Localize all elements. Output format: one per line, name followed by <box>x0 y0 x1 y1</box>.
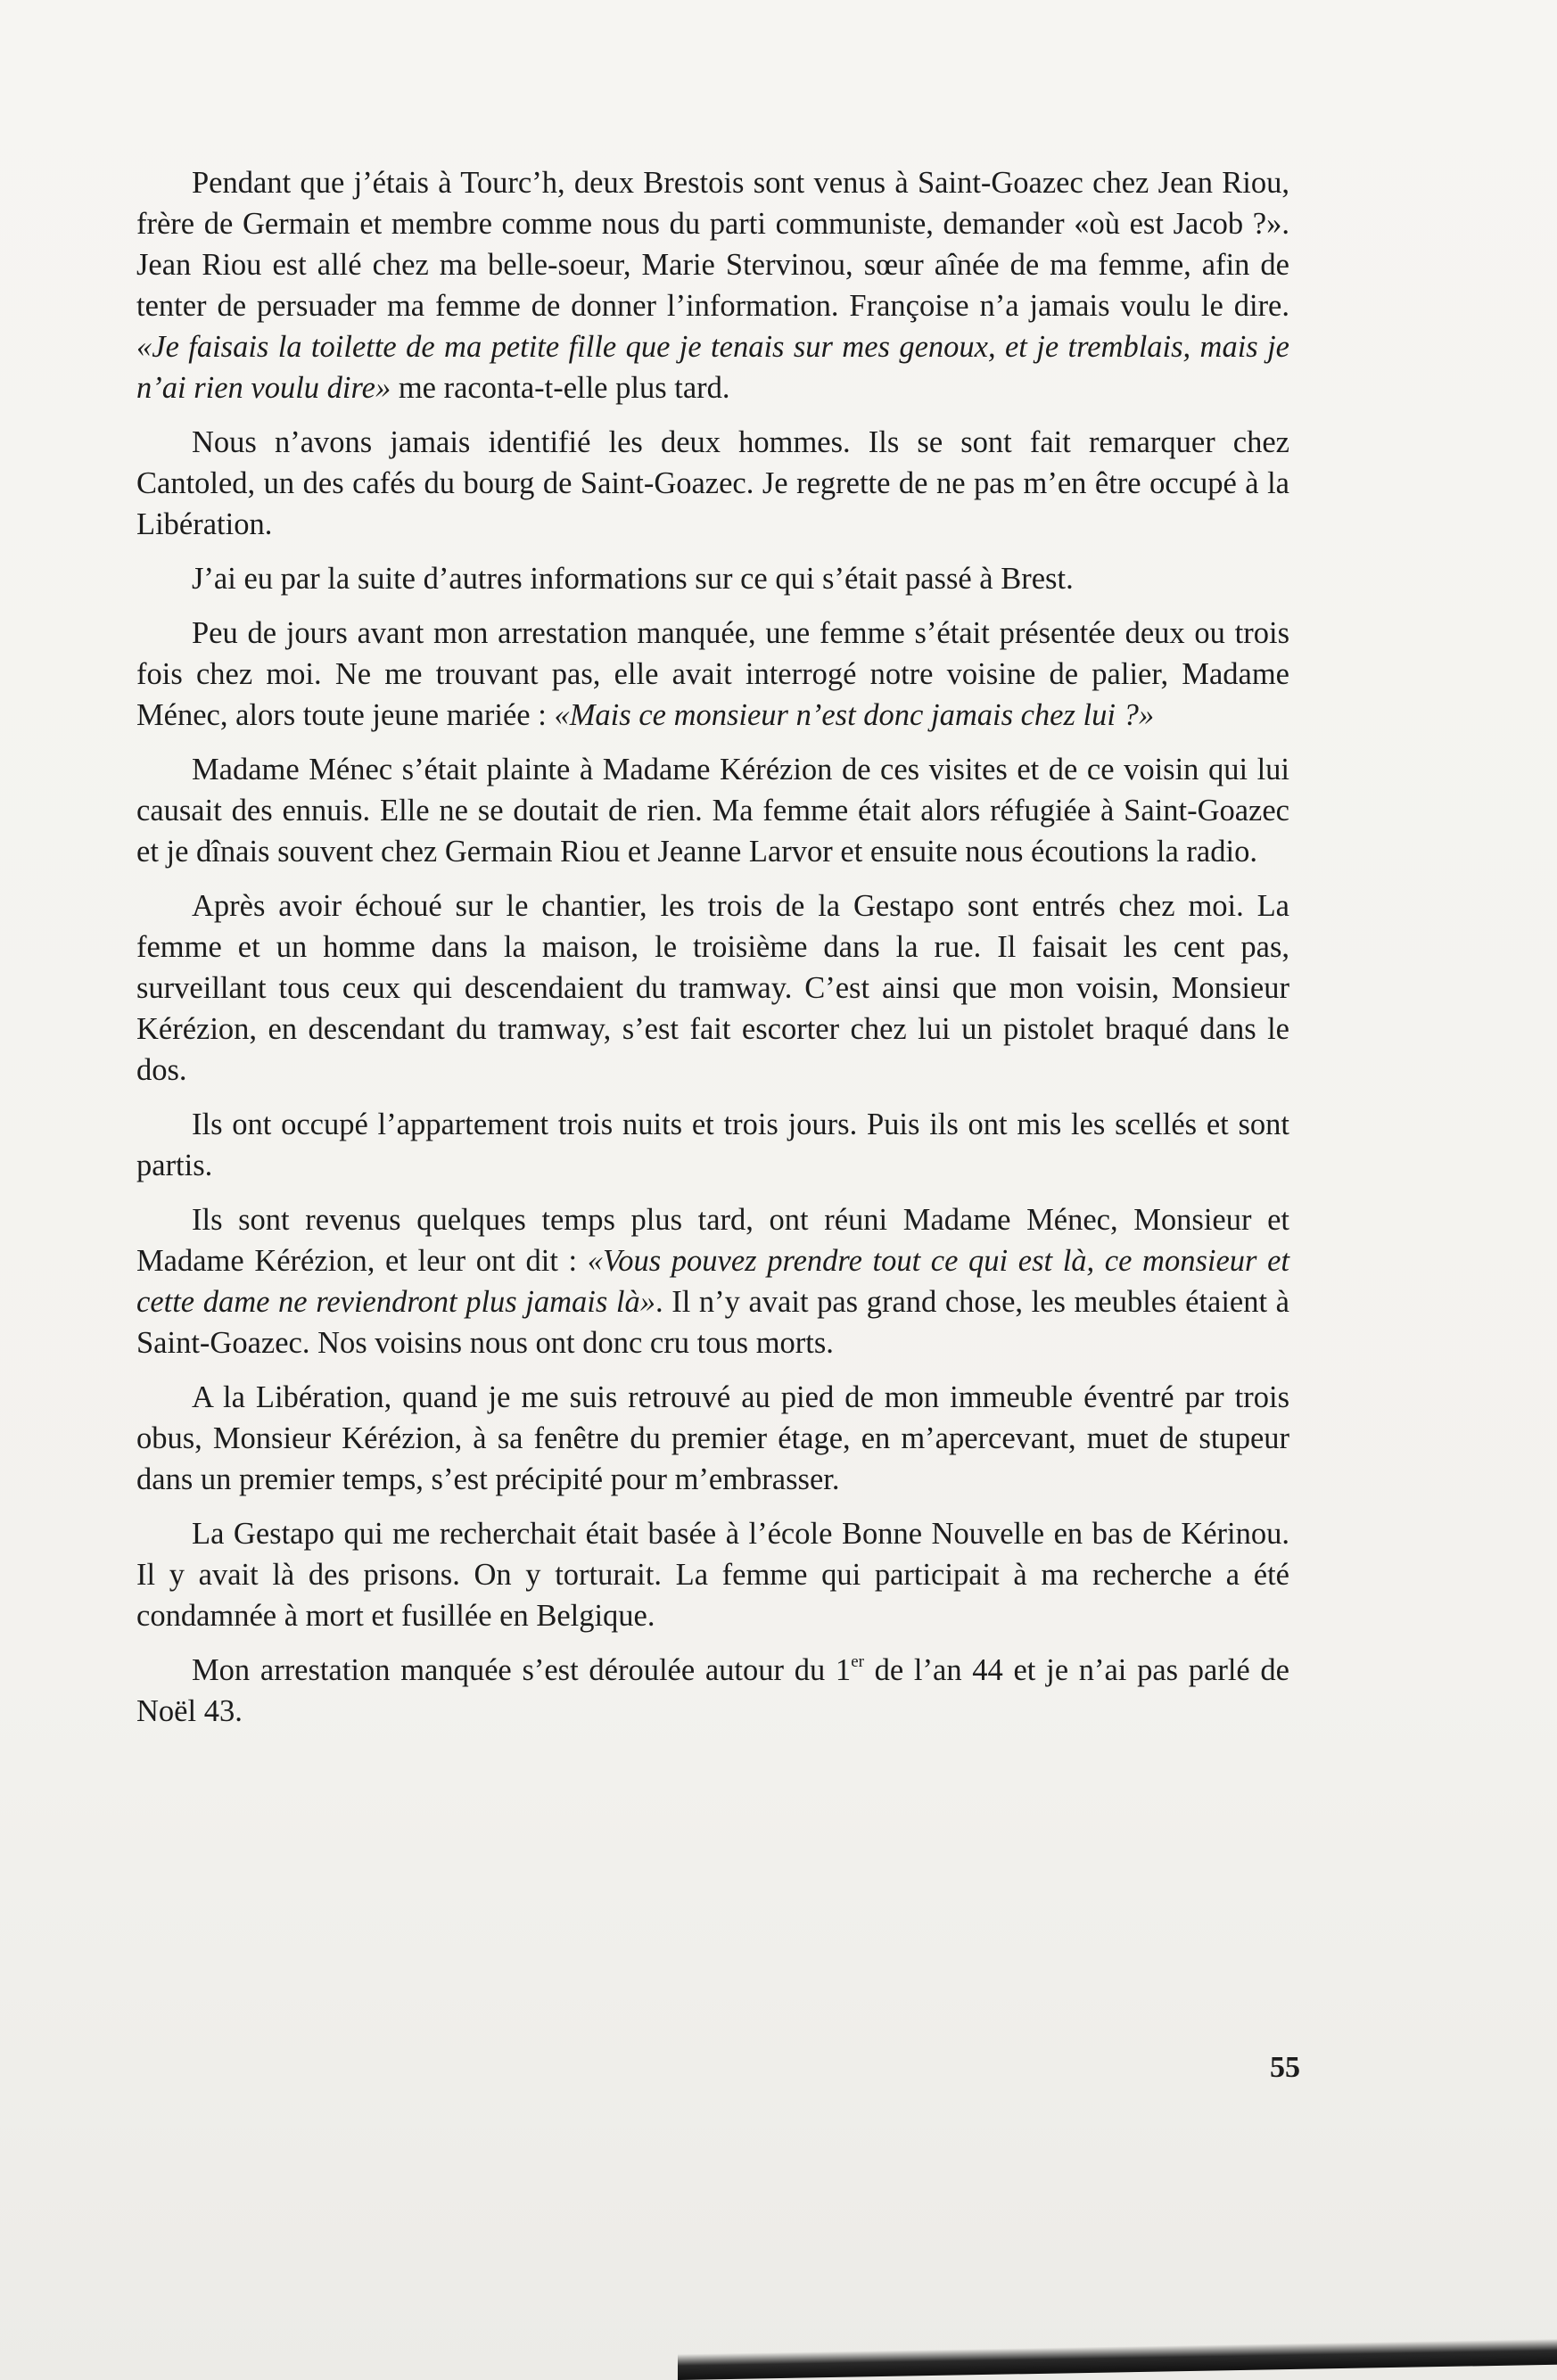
paragraph <box>136 1513 1289 1636</box>
paragraph-text: Ils ont occupé l’appartement trois nuits et trois jours. Puis ils ont mis les scellés et sont partis. <box>136 1108 1289 1182</box>
paragraph <box>136 162 1289 408</box>
paragraph <box>136 1377 1289 1500</box>
paragraph-text: me raconta-t-elle plus tard. <box>391 371 730 405</box>
paragraph-text: Nous n’avons jamais identifié les deux hommes. Ils se sont fait remarquer chez Cantoled, un des cafés du bourg de Saint-Goazec. Je regrette de ne pas m’en être occupé à la Libération. <box>136 425 1289 541</box>
paragraph <box>136 1199 1289 1363</box>
paragraph <box>136 1650 1289 1732</box>
paragraph-text: Pendant que j’étais à Tourc’h, deux Brestois sont venus à Saint-Goazec chez Jean Riou, frère de Germain et membre comme nous du parti communiste, demander «où est Jacob ?». Jean Riou est allé chez ma belle-soeur, Marie Stervinou, sœur aînée de ma femme, afin de tenter de persuader ma femme de donner l’information. Françoise n’a jamais voulu le dire. <box>136 166 1289 323</box>
paragraph <box>136 1104 1289 1186</box>
paragraph-text: J’ai eu par la suite d’autres informations sur ce qui s’était passé à Brest. <box>192 562 1074 596</box>
paragraph <box>136 422 1289 545</box>
paragraph-text: Ils sont revenus quelques temps plus tard, ont réuni Madame Ménec, Monsieur et Madame Kérézion, et leur ont dit : <box>136 1203 1289 1278</box>
paragraph-text: La Gestapo qui me recherchait était basée à l’école Bonne Nouvelle en bas de Kérinou. Il y avait là des prisons. On y torturait. La femme qui participait à ma recherche a été condamnée à mort et fusillée en Belgique. <box>136 1517 1289 1633</box>
quote-text: «Vous pouvez prendre tout ce qui est là, ce monsieur et cette dame ne reviendront plus jamais là» <box>136 1244 1289 1319</box>
paragraph <box>136 749 1289 872</box>
body-text <box>136 162 1289 1745</box>
quote-text: «Mais ce monsieur n’est donc jamais chez lui ?» <box>554 698 1155 732</box>
paragraph-text: Peu de jours avant mon arrestation manquée, une femme s’était présentée deux ou trois fois chez moi. Ne me trouvant pas, elle avait interrogé notre voisine de palier, Madame Ménec, alors toute jeune mariée : <box>136 616 1289 732</box>
paragraph <box>136 885 1289 1091</box>
paragraph-text: de l’an 44 et je n’ai pas parlé de Noël 43. <box>136 1653 1289 1728</box>
page-number: 55 <box>1270 2051 1300 2084</box>
page-edge-shadow <box>678 2339 1557 2380</box>
paragraph-text: A la Libération, quand je me suis retrouvé au pied de mon immeuble éventré par trois obus, Monsieur Kérézion, à sa fenêtre du premier étage, en m’apercevant, muet de stupeur dans un premier temps, s’est précipité pour m’embrasser. <box>136 1380 1289 1496</box>
paragraph <box>136 558 1289 599</box>
paragraph-text: Après avoir échoué sur le chantier, les trois de la Gestapo sont entrés chez moi. La femme et un homme dans la maison, le troisième dans la rue. Il faisait les cent pas, surveillant tous ceux qui descendaient du tramway. C’est ainsi que mon voisin, Monsieur Kérézion, en descendant du tramway, s’est fait escorter chez lui un pistolet braqué dans le dos. <box>136 889 1289 1087</box>
paragraph-text: Mon arrestation manquée s’est déroulée autour du 1 <box>192 1653 852 1687</box>
quote-text: «Je faisais la toilette de ma petite fille que je tenais sur mes genoux, et je tremblais, mais je n’ai rien voulu dire» <box>136 330 1289 405</box>
paragraph <box>136 613 1289 736</box>
superscript: er <box>851 1651 864 1671</box>
paragraph-text: Madame Ménec s’était plainte à Madame Kérézion de ces visites et de ce voisin qui lui causait des ennuis. Elle ne se doutait de rien. Ma femme était alors réfugiée à Saint-Goazec et je dînais souvent chez Germain Riou et Jeanne Larvor et ensuite nous écoutions la radio. <box>136 753 1289 869</box>
paragraph-text: . Il n’y avait pas grand chose, les meubles étaient à Saint-Goazec. Nos voisins nous ont donc cru tous morts. <box>136 1285 1289 1360</box>
